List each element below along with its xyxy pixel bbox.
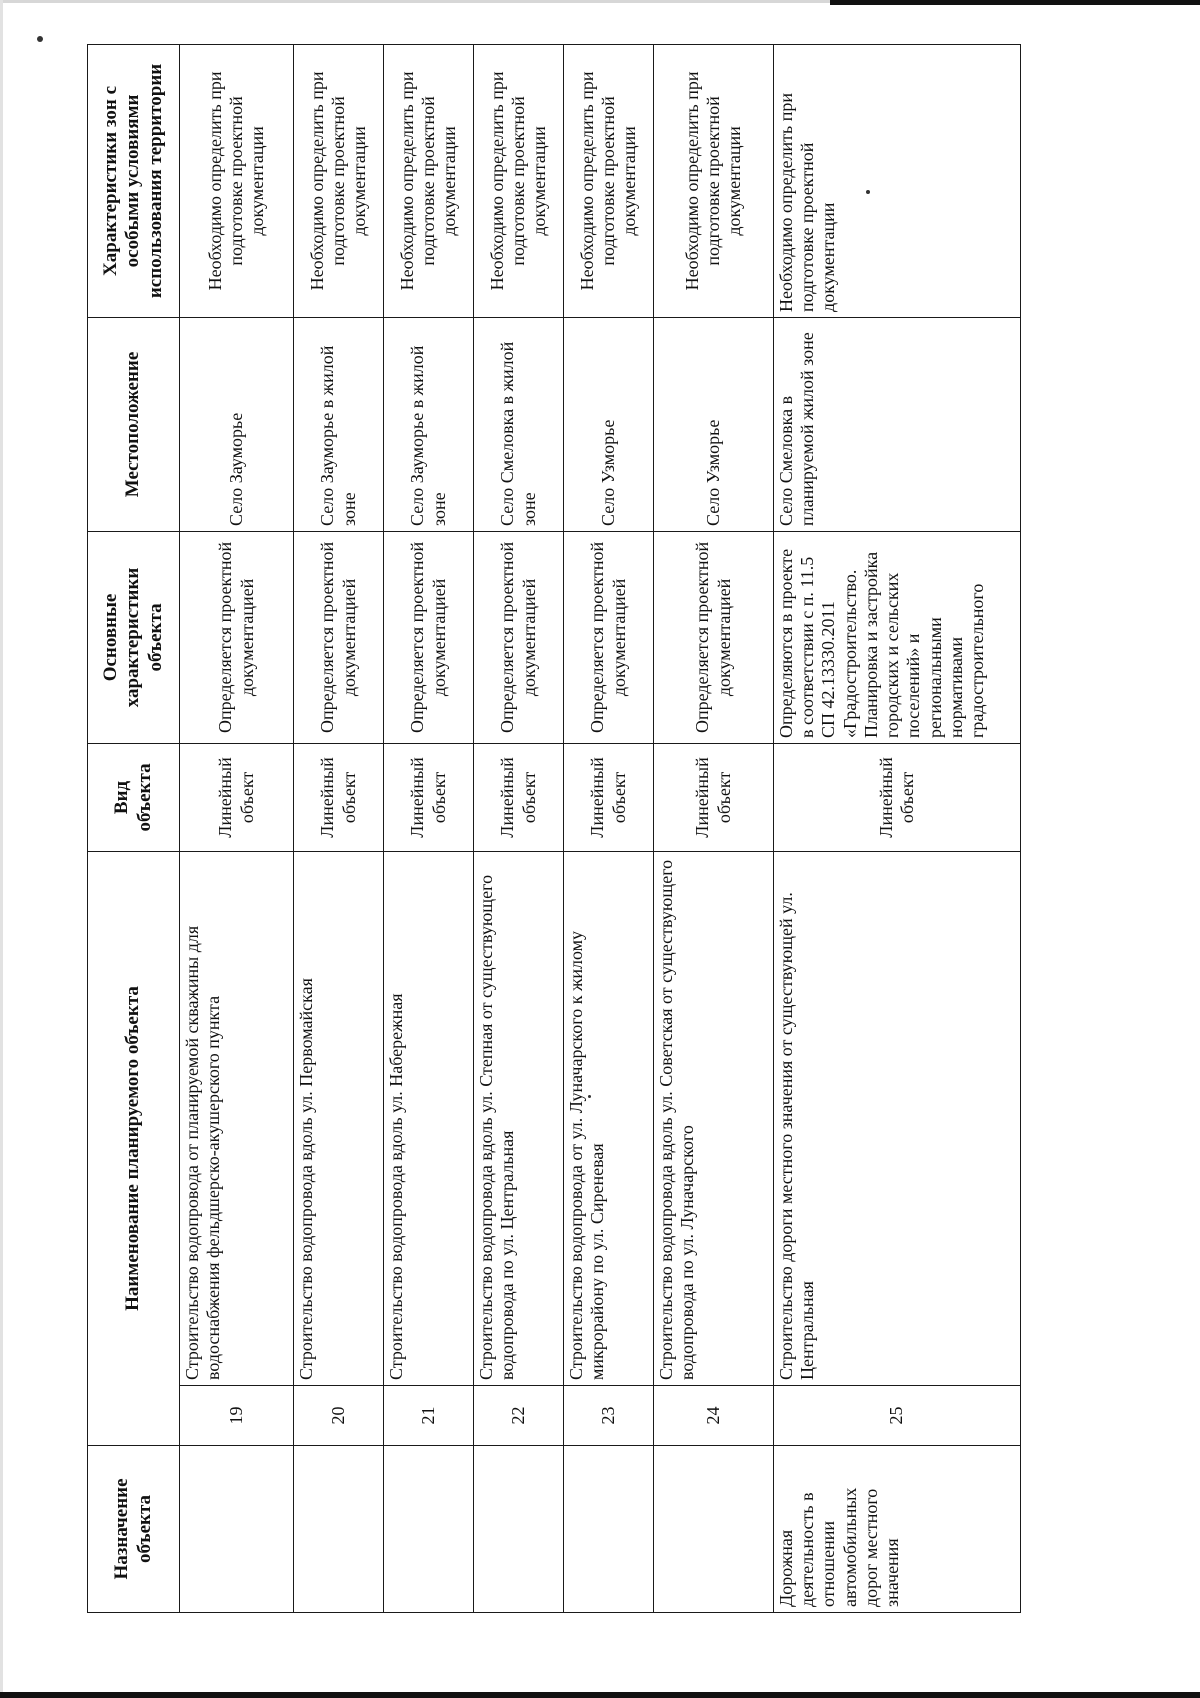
table-row: [564, 44, 654, 1612]
purpose-cell: [384, 1446, 474, 1613]
purpose-cell: [654, 1446, 774, 1613]
object-name: Строительство водопровода вдоль ул. Набережная: [384, 851, 474, 1385]
object-name: Строительство водопровода вдоль ул. Первомайская: [294, 851, 384, 1385]
object-type: Линейный объект: [774, 743, 1021, 851]
object-characteristics: Определяется проектной документацией: [654, 531, 774, 743]
table-row: [180, 44, 294, 1612]
rotated-page: [87, 45, 1020, 1613]
object-location: Село Узморье: [654, 317, 774, 531]
row-number: 23: [564, 1386, 654, 1446]
header-type: Вид объекта: [88, 743, 180, 851]
table-row: [654, 44, 774, 1612]
object-name: Строительство водопровода вдоль ул. Советская от существующего водопровода по ул. Луначарского: [654, 851, 774, 1385]
header-name: Наименование планируемого объекта: [88, 851, 180, 1445]
object-name: Строительство водопровода от планируемой скважины для водоснабжения фельдшерско-акушерского пункта: [180, 851, 294, 1385]
scan-left-edge: [0, 0, 3, 1698]
object-zones: Необходимо определить при подготовке проектной документации: [180, 44, 294, 317]
object-zones: Необходимо определить при подготовке проектной документации: [294, 44, 384, 317]
object-location: Село Зауморье в жилой зоне: [294, 317, 384, 531]
object-characteristics: Определяется проектной документацией: [564, 531, 654, 743]
row-number: 21: [384, 1386, 474, 1446]
object-location: Село Узморье: [564, 317, 654, 531]
object-name: Строительство водопровода от ул. Луначарского к жилому микрорайону по ул. Сиреневая: [564, 851, 654, 1385]
object-location: Село Зауморье в жилой зоне: [384, 317, 474, 531]
header-zones: Характеристики зон с особыми условиями использования территории: [88, 44, 180, 317]
purpose-cell: [474, 1446, 564, 1613]
header-characteristics: Основные характеристики объекта: [88, 531, 180, 743]
row-number: 25: [774, 1386, 1021, 1446]
object-characteristics: Определяется проектной документацией: [180, 531, 294, 743]
scan-bottom-edge: [0, 1692, 1200, 1698]
object-zones: Необходимо определить при подготовке проектной документации: [474, 44, 564, 317]
purpose-cell: [180, 1446, 294, 1613]
object-location: Село Смеловка в планируемой жилой зоне: [774, 317, 1021, 531]
object-location: Село Зауморье: [180, 317, 294, 531]
object-type: Линейный объект: [474, 743, 564, 851]
header-purpose: Назначение объекта: [88, 1446, 180, 1613]
object-type: Линейный объект: [654, 743, 774, 851]
row-number: 19: [180, 1386, 294, 1446]
table-row: [774, 44, 1021, 1612]
object-zones: Необходимо определить при подготовке проектной документации: [564, 44, 654, 317]
object-characteristics: Определяются в проекте в соответствии с п. 11.5 СП 42.13330.2011 «Градостроительство. Планировка и застройка городских и сельских поселений» и региональными нормативами градостроительного: [774, 531, 1021, 743]
header-location: Местоположение: [88, 317, 180, 531]
row-number: 24: [654, 1386, 774, 1446]
row-number: 20: [294, 1386, 384, 1446]
object-type: Линейный объект: [564, 743, 654, 851]
object-location: Село Смеловка в жилой зоне: [474, 317, 564, 531]
object-characteristics: Определяется проектной документацией: [384, 531, 474, 743]
object-name: Строительство дороги местного значения от существующей ул. Центральная: [774, 851, 1021, 1385]
object-name: Строительство водопровода вдоль ул. Степная от существующего водопровода по ул. Центральная: [474, 851, 564, 1385]
object-type: Линейный объект: [384, 743, 474, 851]
table-row: [474, 44, 564, 1612]
object-zones: Необходимо определить при подготовке проектной документации: [384, 44, 474, 317]
table-header-row: [88, 44, 180, 1612]
object-characteristics: Определяется проектной документацией: [294, 531, 384, 743]
scan-dark-strip: [830, 0, 1200, 5]
scan-speck: [37, 36, 43, 42]
object-zones: Необходимо определить при подготовке проектной документации: [654, 44, 774, 317]
purpose-cell: [294, 1446, 384, 1613]
object-type: Линейный объект: [294, 743, 384, 851]
object-type: Линейный объект: [180, 743, 294, 851]
purpose-cell: [564, 1446, 654, 1613]
planned-objects-table: [87, 44, 1021, 1613]
row-number: 22: [474, 1386, 564, 1446]
purpose-cell: Дорожная деятельность в отношении автомобильных дорог местного значения: [774, 1446, 1021, 1613]
table-row: [294, 44, 384, 1612]
table-row: [384, 44, 474, 1612]
object-characteristics: Определяется проектной документацией: [474, 531, 564, 743]
object-zones: Необходимо определить при подготовке проектной документации: [774, 44, 1021, 317]
